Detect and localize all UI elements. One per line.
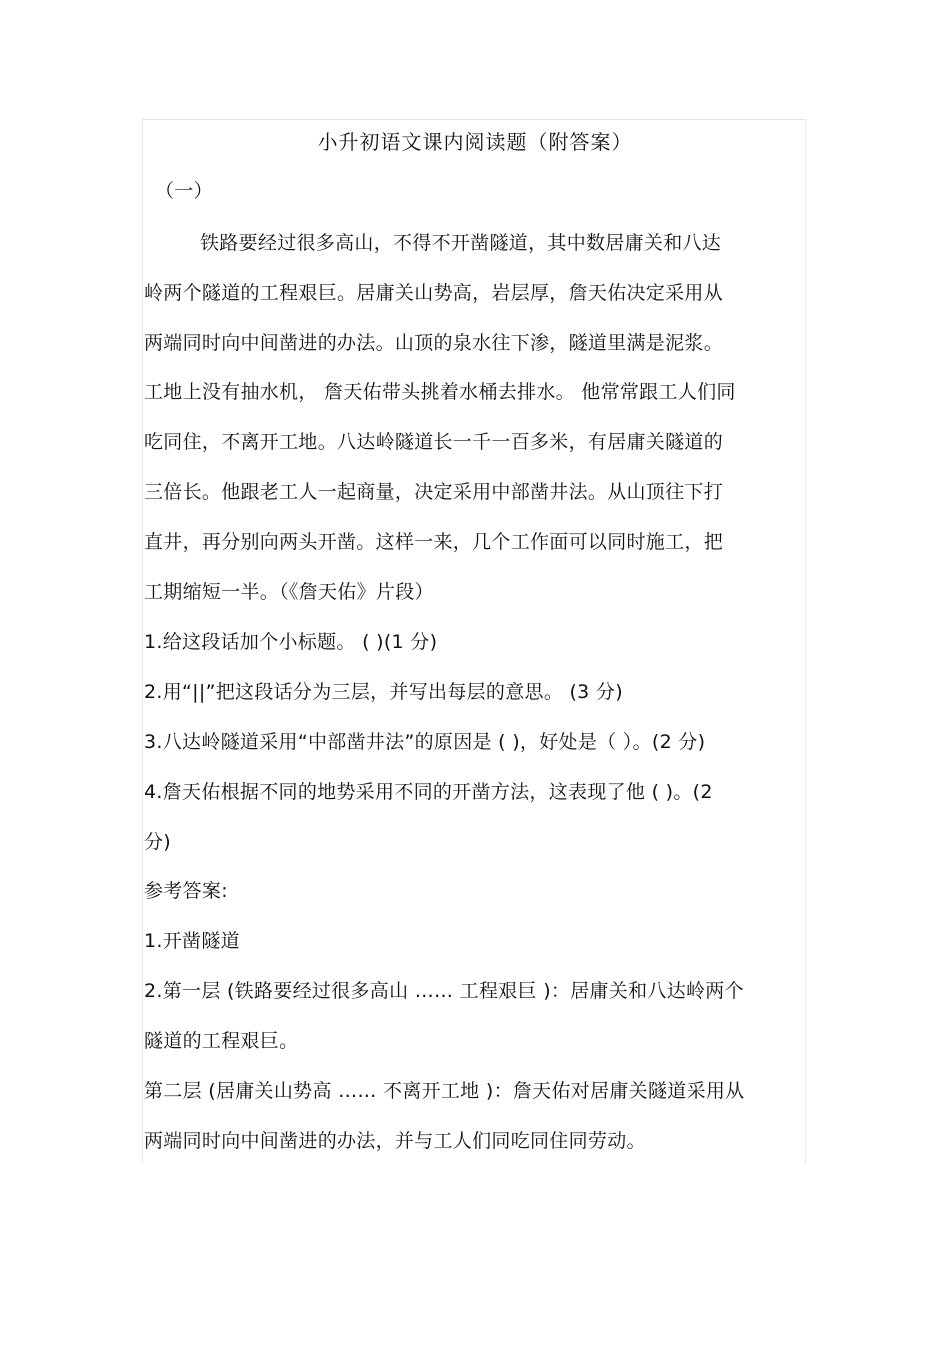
- answer-heading: 参考答案:: [144, 880, 228, 902]
- passage-line: 岭两个隧道的工程艰巨。居庸关山势高，岩层厚，詹天佑决定采用从: [144, 282, 724, 304]
- question-1: 1.给这段话加个小标题。 ( )(1 分): [144, 631, 438, 653]
- passage-line: 三倍长。他跟老工人一起商量，决定采用中部凿井法。从山顶往下打: [144, 481, 724, 503]
- passage-line: 铁路要经过很多高山，不得不开凿隧道，其中数居庸关和八达: [200, 232, 722, 254]
- passage-line: 工期缩短一半。（《詹天佑》片段）: [144, 581, 434, 603]
- question-3: 3.八达岭隧道采用“中部凿井法”的原因是 ( )，好处是（ ）。(2 分): [144, 731, 706, 753]
- answer-line: 隧道的工程艰巨。: [144, 1030, 299, 1052]
- passage-line: 直井，再分别向两头开凿。这样一来，几个工作面可以同时施工，把: [144, 531, 724, 553]
- passage-line: 吃同住，不离开工地。八达岭隧道长一千一百多米，有居庸关隧道的: [144, 431, 724, 453]
- answer-line: 第二层 (居庸关山势高 …… 不离开工地 )：詹天佑对居庸关隧道采用从: [144, 1080, 745, 1102]
- answer-line: 2.第一层 (铁路要经过很多高山 …… 工程艰巨 )：居庸关和八达岭两个: [144, 980, 744, 1002]
- answer-line: 两端同时向中间凿进的办法，并与工人们同吃同住同劳动。: [144, 1130, 646, 1152]
- passage-line: 工地上没有抽水机， 詹天佑带头挑着水桶去排水。 他常常跟工人们同: [144, 381, 736, 403]
- passage-line: 两端同时向中间凿进的办法。山顶的泉水往下渗，隧道里满是泥浆。: [144, 332, 724, 354]
- question-2: 2.用“||”把这段话分为三层，并写出每层的意思。 (3 分): [144, 681, 623, 703]
- answer-line: 1.开凿隧道: [144, 930, 240, 952]
- question-4-continued: 分): [144, 831, 172, 853]
- section-number: （一）: [155, 180, 213, 202]
- document-title: 小升初语文课内阅读题（附答案）: [317, 130, 633, 154]
- question-4: 4.詹天佑根据不同的地势采用不同的开凿方法，这表现了他 ( )。(2: [144, 781, 713, 803]
